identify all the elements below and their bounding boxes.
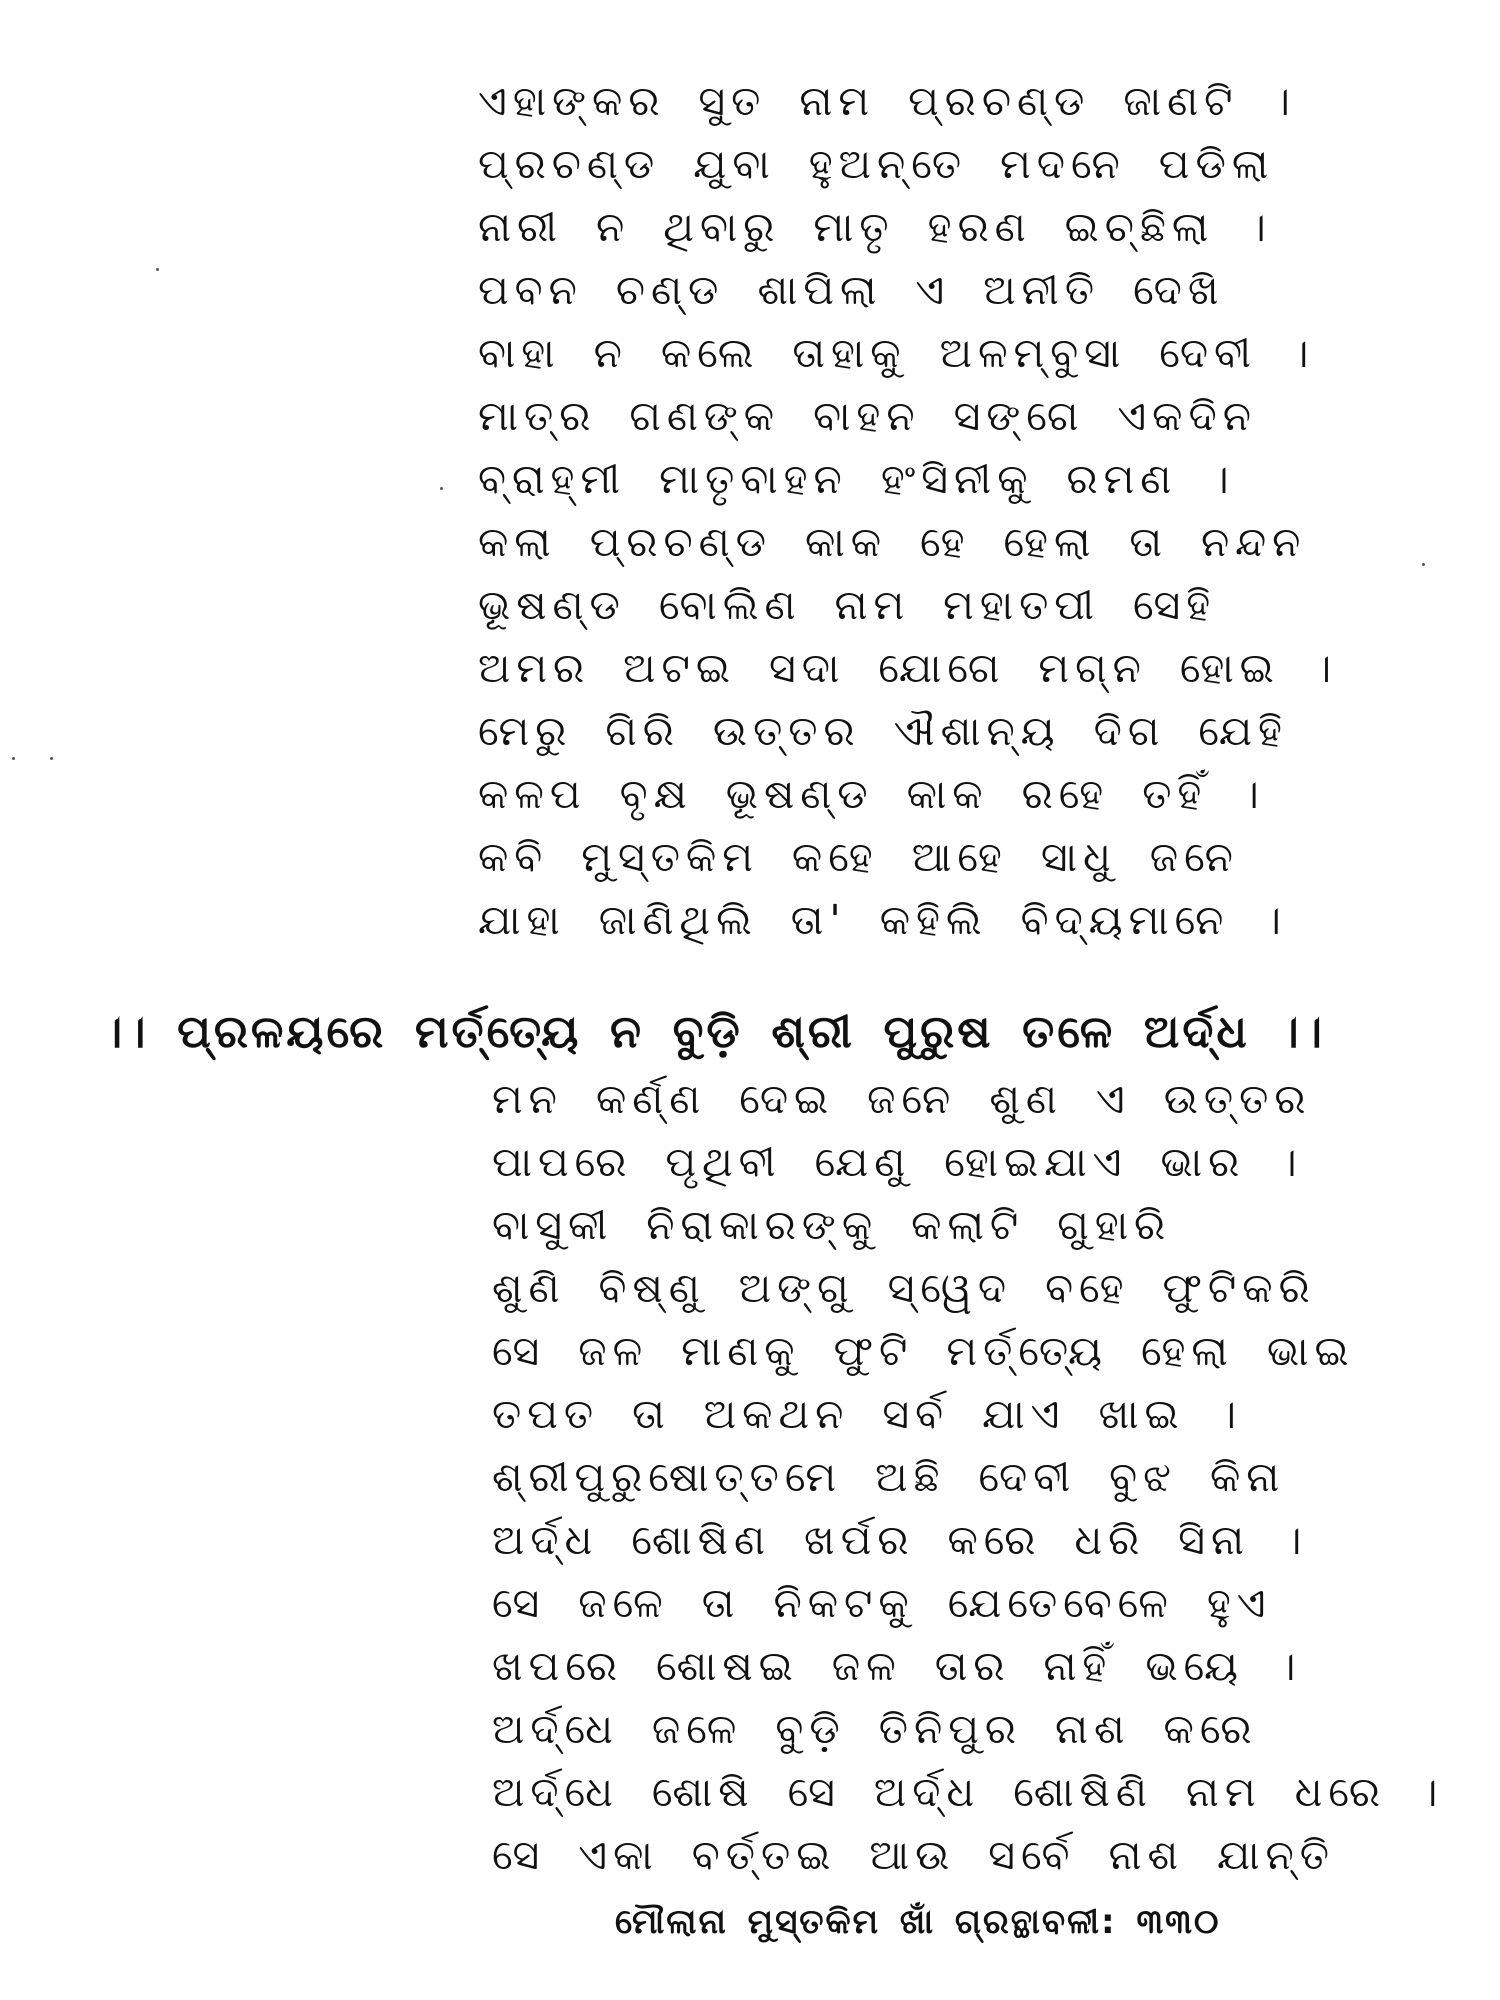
verse-line: କଲା ପ୍ରଚଣ୍ଡ କାକ ହେ ହେଲା ତା ନନ୍ଦନ xyxy=(478,518,1307,566)
verse-line: ଯାହା ଜାଣିଥିଲି ତା' କହିଲି ବିଦ୍ୟମାନେ । xyxy=(478,896,1287,944)
verse-line: କବି ମୁସ୍ତକିମ କହେ ଆହେ ସାଧୁ ଜନେ xyxy=(478,833,1239,881)
verse-line: ଅର୍ଦ୍ଧେ ଜଳେ ବୁଡ଼ି ତିନିପୁର ନାଶ କରେ xyxy=(492,1705,1258,1753)
scan-speck xyxy=(12,757,15,760)
scan-speck xyxy=(440,487,443,490)
page-footer-credit: ମୌଲାନା ମୁସ୍ତକିମ ଖାଁ ଗ୍ରନ୍ଥାବଳୀ: ୩୩୦ xyxy=(615,1902,1221,1942)
verse-line: ବାସୁକୀ ନିରାକାରଙ୍କୁ କଲାଟି ଗୁହାରି xyxy=(492,1201,1172,1249)
verse-line: ପବନ ଚଣ୍ଡ ଶାପିଲା ଏ ଅନୀତି ଦେଖି xyxy=(478,266,1225,314)
verse-line: ଏହାଙ୍କର ସୁତ ନାମ ପ୍ରଚଣ୍ଡ ଜାଣଟି । xyxy=(478,77,1296,125)
verse-line: ସେ ଜଳେ ତା ନିକଟକୁ ଯେତେବେଳେ ହୁଏ xyxy=(492,1579,1272,1627)
verse-line: ଭୂଷଣ୍ଡ ବୋଲିଣ ନାମ ମହାତପୀ ସେହି xyxy=(478,581,1217,629)
verse-line: ସେ ଜଳ ମାଣକୁ ଫୁଟି ମର୍ତ୍ତ୍ୟେ ହେଲା ଭାଇ xyxy=(492,1327,1355,1375)
verse-line: ମାତ୍ର ଗଣଙ୍କ ବାହନ ସଙ୍ଗେ ଏକଦିନ xyxy=(478,392,1257,440)
verse-line: ଅର୍ଦ୍ଧେ ଶୋଷି ସେ ଅର୍ଦ୍ଧ ଶୋଷିଣି ନାମ ଧରେ । xyxy=(492,1768,1444,1816)
verse-line: ମେରୁ ଗିରି ଉତ୍ତର ଐଶାନ୍ୟ ଦିଗ ଯେହି xyxy=(478,707,1288,755)
verse-line: ପ୍ରଚଣ୍ଡ ଯୁବା ହୁଅନ୍ତେ ମଦନେ ପଡିଲା xyxy=(478,140,1275,188)
verse-line: ଅର୍ଦ୍ଧ ଶୋଷିଣ ଖର୍ପର କରେ ଧରି ସିନା । xyxy=(492,1516,1308,1564)
verse-line: ନାରୀ ନ ଥିବାରୁ ମାତୃ ହରଣ ଇଚ୍ଛିଲା । xyxy=(478,203,1272,251)
verse-line: ତପତ ତା ଅକଥନ ସର୍ବ ଯାଏ ଖାଇ । xyxy=(492,1390,1243,1438)
verse-line: କଳପ ବୃକ୍ଷ ଭୂଷଣ୍ଡ କାକ ରହେ ତହିଁ । xyxy=(478,770,1265,818)
verse-line: ଶ୍ରୀପୁରୁଷୋତ୍ତମେ ଅଛି ଦେବୀ ବୁଝ କିନା xyxy=(492,1453,1286,1501)
scan-speck xyxy=(156,268,159,271)
verse-line: ସେ ଏକା ବର୍ତ୍ତଇ ଆଉ ସର୍ବେ ନାଶ ଯାନ୍ତି xyxy=(492,1831,1335,1879)
verse-line: ବ୍ରାହ୍ମୀ ମାତୃବାହନ ହଂସିନୀକୁ ରମଣ । xyxy=(478,455,1235,503)
verse-line: ପାପରେ ପୃଥିବୀ ଯେଣୁ ହୋଇଯାଏ ଭାର । xyxy=(492,1138,1303,1186)
scan-speck xyxy=(50,757,53,760)
verse-line: ଶୁଣି ବିଷ୍ଣୁ ଅଙ୍ଗୁ ସ୍ୱେଦ ବହେ ଫୁଟିକରି xyxy=(492,1264,1316,1312)
verse-line: ଅମର ଅଟଇ ସଦା ଯୋଗେ ମଗ୍ନ ହୋଇ । xyxy=(478,644,1338,692)
verse-line: ଖପରେ ଶୋଷଇ ଜଳ ତାର ନାହିଁ ଭୟେ । xyxy=(492,1642,1302,1690)
scan-speck xyxy=(1422,563,1425,566)
verse-stanza-1 xyxy=(478,70,1337,952)
verse-stanza-2 xyxy=(492,1068,1443,1887)
verse-line: ମନ କର୍ଣ୍ଣ ଦେଇ ଜନେ ଶୁଣ ଏ ଉତ୍ତର xyxy=(492,1075,1312,1123)
verse-line: ବାହା ନ କଲେ ତାହାକୁ ଅଳମ୍ବୁସା ଦେବୀ । xyxy=(478,329,1315,377)
section-heading: ।। ପ୍ରଳୟରେ ମର୍ତ୍ତ୍ୟେ ନ ବୁଡ଼ି ଶ୍ରୀ ପୁରୁଷ ତଳେ ଅର୍ଦ୍ଧ ।। xyxy=(102,1005,1326,1058)
